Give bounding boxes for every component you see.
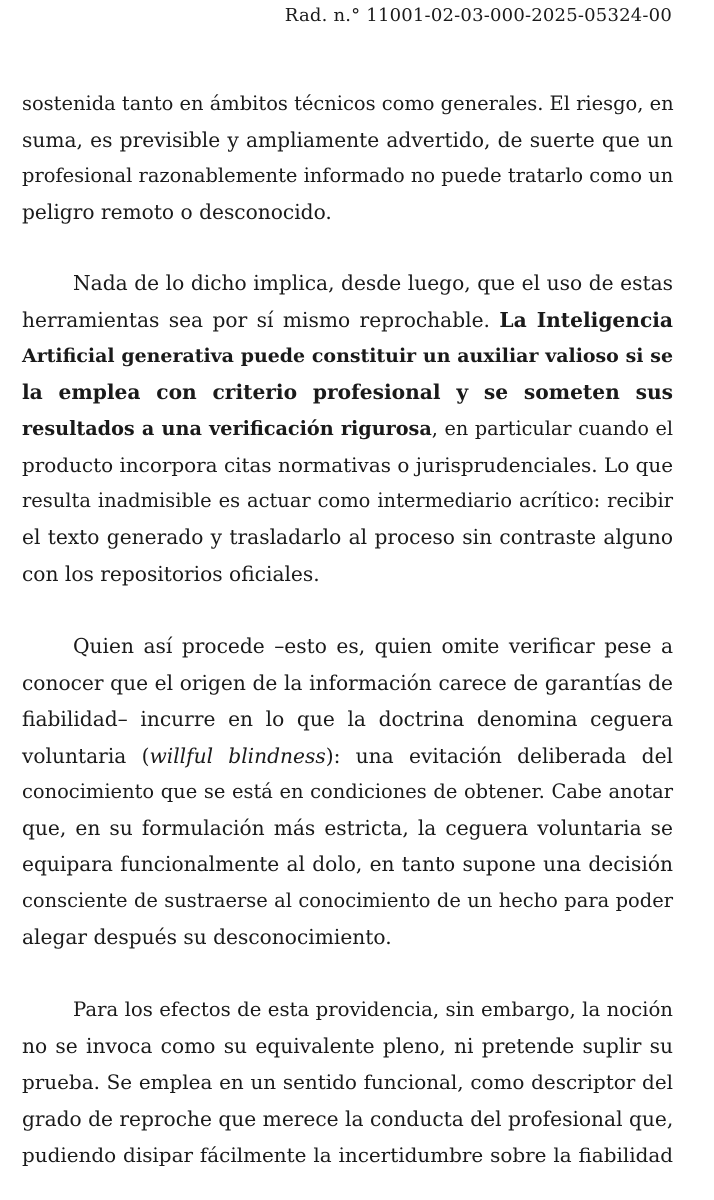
bold-text: resultados a una verificación rigurosa (22, 417, 432, 440)
text-line: sostenida tanto en ámbitos técnicos como generales. El riesgo, en (22, 92, 674, 115)
text-line: conocimiento que se está en condiciones de obtener. Cabe anotar (22, 780, 673, 803)
text-line: que, en su formulación más estricta, la ceguera voluntaria se (22, 816, 673, 840)
text-line: suma, es previsible y ampliamente advertido, de suerte que un (22, 128, 673, 152)
text-line: grado de reproche que merece la conducta del profesional que, (22, 1107, 674, 1131)
text-span: herramientas sea por sí mismo reprochable. (22, 308, 500, 332)
text-line: Para los efectos de esta providencia, sin embargo, la noción (73, 998, 673, 1021)
text-line: con los repositorios oficiales. (22, 562, 320, 586)
text-line: resulta inadmisible es actuar como intermediario acrítico: recibir (22, 489, 673, 512)
text-line: profesional razonablemente informado no puede tratarlo como un (22, 164, 674, 187)
bold-text: La Inteligencia (499, 308, 673, 332)
italic-text: willful blindness (149, 744, 326, 768)
text-line: equipara funcionalmente al dolo, en tanto supone una decisión (22, 852, 673, 876)
text-line (22, 738, 673, 774)
text-line: consciente de sustraerse al conocimiento de un hecho para poder (22, 889, 673, 912)
text-span: voluntaria ( (22, 744, 150, 768)
text-span: , en particular cuando el (431, 417, 674, 440)
text-line: fiabilidad– incurre en lo que la doctrina denomina ceguera (22, 707, 673, 731)
text-line: pudiendo disipar fácilmente la incertidumbre sobre la fiabilidad (22, 1143, 673, 1167)
text-line (22, 302, 673, 338)
text-line: Nada de lo dicho implica, desde luego, que el uso de estas (73, 271, 673, 295)
text-line: no se invoca como su equivalente pleno, ni pretende suplir su (22, 1034, 673, 1058)
bold-text-line: Artificial generativa puede constituir un auxiliar valioso si se (22, 345, 673, 367)
text-line: alegar después su desconocimiento. (22, 925, 392, 949)
text-line: Quien así procede –esto es, quien omite verificar pese a (73, 634, 673, 658)
text-line: el texto generado y trasladarlo al proceso sin contraste alguno (22, 525, 673, 549)
text-line (22, 411, 673, 447)
case-number-header: Rad. n.° 11001-02-03-000-2025-05324-00 (284, 5, 672, 26)
text-line: conocer que el origen de la información carece de garantías de (22, 671, 673, 695)
text-line: producto incorpora citas normativas o jurisprudenciales. Lo que (22, 453, 673, 477)
bold-text-line: la emplea con criterio profesional y se someten sus (22, 380, 673, 404)
text-line: prueba. Se emplea en un sentido funcional, como descriptor del (22, 1070, 673, 1094)
text-span: ): una evitación deliberada del (325, 744, 673, 768)
text-line: peligro remoto o desconocido. (22, 200, 332, 224)
